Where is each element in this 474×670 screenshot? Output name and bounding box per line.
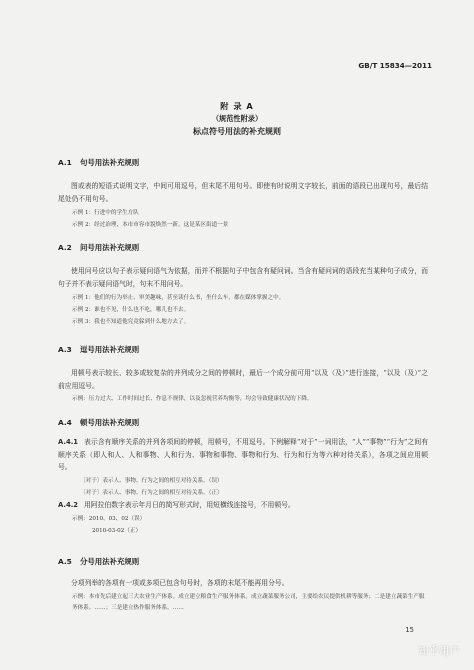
example: 示例 1：他们的行为举止、审美趣味，甚至读什么书，坐什么车，都在媒体掌握之中。 xyxy=(72,295,285,301)
section-a4-heading xyxy=(58,417,139,428)
annex-heading: 标点符号用法的补充规则 xyxy=(193,127,281,136)
section-a2-paragraph: 使用问号应以句子表示疑问语气为依据，而并不根据句子中包含有疑问词。当含有疑问词的语段充当某种句子成分，而句子并不表示疑问语气时，句末不用问号。 xyxy=(58,267,428,288)
page-number: 15 xyxy=(405,626,414,634)
section-number: A.3 xyxy=(58,345,72,354)
section-title: 顿号用法补充规则 xyxy=(80,418,140,427)
section-title: 逗号用法补充规则 xyxy=(80,345,140,354)
example: 2010-03-02（正） xyxy=(92,528,142,534)
section-title: 问号用法补充规则 xyxy=(80,243,140,252)
subsection-number: A.4.1 xyxy=(58,438,79,446)
section-a5-heading xyxy=(58,556,139,567)
section-title: 分号用法补充规则 xyxy=(80,557,140,566)
section-a3-paragraph: 用顿号表示较长、较多或较复杂的并列成分之间的停顿时，最后一个成分前可用“以及（及）”进行连接，“以及（及）”之前应用逗号。 xyxy=(58,369,428,390)
section-a4-1-paragraph xyxy=(58,436,428,474)
example: 示例：2010、03、02（误） xyxy=(72,516,146,522)
section-a4-2-paragraph xyxy=(58,499,428,512)
annex-name: 附 录 A xyxy=(220,101,254,111)
example: 〔对于〕表示人、事物、行为之间的相互对待关系。（误） xyxy=(80,478,223,484)
example: 示例 1：行进中的学生方队 xyxy=(72,210,139,216)
example: 示例：本市先后建立起三大农业生产体系。成立建立粮食生产服务体系。成立蔬菜服务公司，主要给农民提供机耕等服务；二是建立蔬菜生产服务体系。……；三是建立热作服务体系。…… xyxy=(72,594,425,611)
subsection-number: A.4.2 xyxy=(58,501,79,509)
watermark: 知乎用户 xyxy=(418,645,460,657)
annex-type: （规范性附录） xyxy=(211,114,263,123)
section-number: A.1 xyxy=(58,158,72,167)
example: 示例 3：我也不知道他究竟躲到什么地方去了。 xyxy=(72,319,190,325)
subsection-text: 表示含有顺序关系的并列各项间的停顿，用顿号，不用逗号。下例解释“对于”一词用法，“人”“事物”“行为”之间有顺序关系（即人和人、人和事物、人和行为、事物和事物、事物和行为、行为和行为等六种对待关系），各项之间应用顿号。 xyxy=(58,438,428,472)
section-a2-heading xyxy=(58,242,139,253)
section-a3-heading xyxy=(58,344,139,355)
example: 〔对于〕表示人、事物、行为之间的相互对待关系。（正） xyxy=(80,490,223,496)
subsection-text: 用阿拉伯数字表示年月日的简写形式时，用短横线连接号，不用顿号。 xyxy=(84,501,295,509)
example: 示例：压力过大、工作时间过长、作息不规律，以及忽视营养均衡等，均会导致健康状况的下降。 xyxy=(72,396,313,402)
example: 示例 2：经过治理，本市市容市貌焕然一新。这是某区街道一景 xyxy=(72,222,229,228)
section-number: A.4 xyxy=(58,418,72,427)
section-number: A.5 xyxy=(58,557,72,566)
section-number: A.2 xyxy=(58,243,72,252)
section-a5-paragraph: 分项列举的各项有一项或多项已包含句号时，各项的末尾不能再用分号。 xyxy=(71,579,289,587)
standard-code: GB/T 15834—2011 xyxy=(358,61,432,70)
section-a1-heading xyxy=(58,157,139,168)
section-a1-paragraph: 图或表的短语式说明文字，中间可用逗号，但末尾不用句号。即使有时说明文字较长，前面的语段已出现句号，最后结尾处仍不用句号。 xyxy=(58,182,428,203)
example: 示例 2：谁也不见，什么也不吃，哪儿也不去。 xyxy=(72,307,190,313)
section-title: 句号用法补充规则 xyxy=(80,158,140,167)
